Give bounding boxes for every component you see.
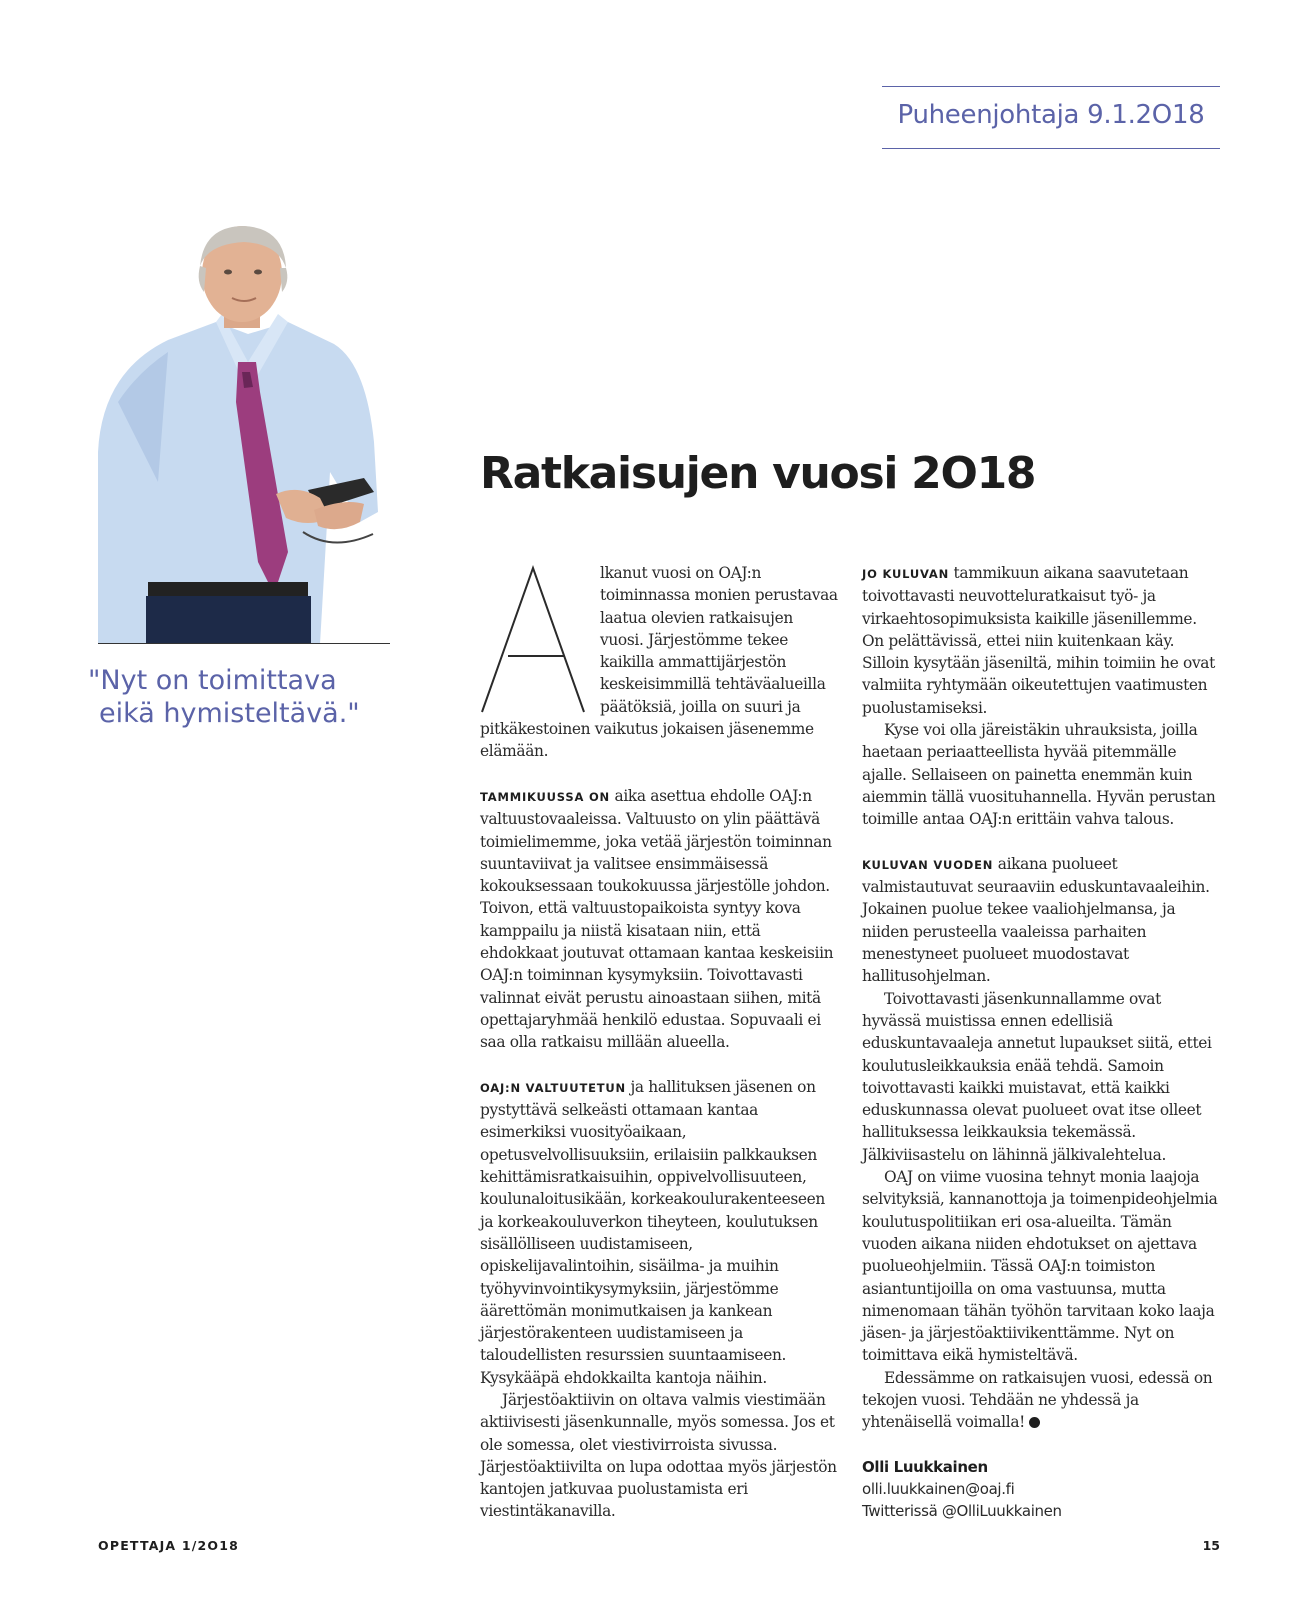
left-paragraph-3: Järjestöaktiivin on oltava valmis viestimään aktiivisesti jäsenkunnalle, myös somessa. Jos et ole somessa, olet viestivirroista sivussa. Järjestöaktiivilta on lupa odottaa myös järjestön kantojen jatkuvaa puolustamista eri viestintäkanavilla. <box>480 1390 837 1521</box>
left-paragraph-1 <box>480 785 840 1054</box>
section-label: Puheenjohtaja 9.1.2O18 <box>897 100 1205 130</box>
photo-rule <box>98 643 390 644</box>
article-column-right <box>862 562 1222 1522</box>
intro-text: lkanut vuosi on OAJ:n toiminnassa monien perustavaa laatua olevien ratkaisujen vuosi. Järjestömme tekee kaikilla ammattijärjestön keskeisimmillä tehtäväalueilla päätöksiä, joilla on suuri ja pitkäkestoinen vaikutus jokaisen jäsenemme elämään. <box>480 564 838 761</box>
section-rule-bottom <box>882 148 1220 149</box>
right-paragraph-1-text: tammikuun aikana saavutetaan toivottavasti neuvotteluratkaisut työ- ja virkaehtosopimuksista kaikille jäsenillemme. On pelättävissä, ettei niin kuitenkaan käy. Silloin kysytään jäseniltä, mihin toimiin he ovat valmiita ryhtymään oikeutettujen vaatimusten puolustamiseksi. <box>862 564 1215 717</box>
right-paragraph-6 <box>862 1367 1222 1434</box>
right-paragraph-3-lead: KULUVAN VUODEN <box>862 857 994 872</box>
right-paragraph-3 <box>862 853 1222 988</box>
left-paragraph-1-lead: TAMMIKUUSSA ON <box>480 789 610 804</box>
right-paragraph-1-lead: JO KULUVAN <box>862 567 950 581</box>
article-column-left <box>480 562 840 1523</box>
left-paragraph-2-text: ja hallituksen jäsenen on pystyttävä selkeästi ottamaan kantaa esimerkiksi vuosityöaikaan, opetusvelvollisuuksiin, erilaisiin palkkauksen kehittämisratkaisuihin, oppivelvollisuuteen, koulunaloitusikään, korkeakoulurakenteeseen ja korkeakouluverkon tiheyteen, koulutuksen sisällölliseen uudistamiseen, opiskelijavalintoihin, sisäilma- ja muihin työhyvinvointikysymyksiin, järjestömme äärettömän monimutkaisen ja kankean järjestörakenteen uudistamiseen ja taloudellisten resurssien suuntaamiseen. Kysykääpä ehdokkailta kantoja näihin. <box>480 1077 825 1387</box>
signature-email: olli.luukkainen@oaj.fi <box>862 1479 1015 1498</box>
left-paragraph-2 <box>480 1076 840 1389</box>
left-paragraph-2-lead: OAJ:N VALTUUTETUN <box>480 1080 626 1095</box>
pull-quote-line-1: "Nyt on toimittava <box>88 665 337 696</box>
footer-magazine: OPETTAJA 1/2O18 <box>98 1538 240 1553</box>
signature-twitter: Twitterissä @OlliLuukkainen <box>862 1502 1062 1521</box>
right-paragraph-6-text: Edessämme on ratkaisujen vuosi, edessä on tekojen vuosi. Tehdään ne yhdessä ja yhtenäisellä voimalla! <box>862 1368 1213 1432</box>
right-paragraph-3-text: aikana puolueet valmistautuvat seuraaviin eduskuntavaaleihin. Jokainen puolue tekee vaaliohjelmansa, ja niiden perusteella vaaleissa parhaiten menestyneet puolueet muodostavat hallitusohjelman. <box>862 854 1210 986</box>
left-paragraph-1-text: aika asettua ehdolle OAJ:n valtuustovaaleissa. Valtuusto on ylin päättävä toimielimemme, joka vetää järjestön toiminnan suuntaviivat ja valitsee ensimmäisessä kokouksessaan toukokuussa järjestölle johdon. Toivon, että valtuustopaikoista syntyy kova kamppailu ja niistä kisataan niin, että ehdokkaat joutuvat ottamaan kantaa keskeisiin OAJ:n toiminnan kysymyksiin. Toivottavasti valinnat eivät perustu ainoastaan siihen, mitä opettajaryhmää henkilö edustaa. Sopuvaali ei saa olla ratkaisu millään alueella. <box>480 786 834 1052</box>
pull-quote <box>88 664 388 730</box>
intro-paragraph <box>480 562 840 763</box>
headline: Ratkaisujen vuosi 2O18 <box>480 448 1036 499</box>
author-photo <box>98 222 390 644</box>
footer-page-number: 15 <box>1202 1538 1220 1553</box>
signature-name: Olli Luukkainen <box>862 1457 988 1476</box>
drop-cap <box>478 564 588 714</box>
right-paragraph-1 <box>862 562 1222 719</box>
right-paragraph-4: Toivottavasti jäsenkunnallamme ovat hyvässä muistissa ennen edellisiä eduskuntavaaleja annetut lupaukset siitä, ettei koulutusleikkauksia enää tehdä. Samoin toivottavasti kaikki muistavat, että kaikki eduskunnassa olevat puolueet ovat itse olleet hallituksessa leikkauksia tekemässä. Jälkiviisastelu on lähinnä jälkivalehtelua. <box>862 989 1212 1164</box>
section-rule-top <box>882 86 1220 87</box>
pull-quote-line-2: eikä hymisteltävä." <box>99 698 360 729</box>
right-paragraph-5: OAJ on viime vuosina tehnyt monia laajoja selvityksiä, kannanottoja ja toimenpideohjelmia koulutuspolitiikan eri osa-alueilta. Tämän vuoden aikana niiden ehdotukset on ajettava puolueohjelmiin. Tässä OAJ:n toimiston asiantuntijoilla on oma vastuunsa, mutta nimenomaan tähän työhön tarvitaan koko laaja jäsen- ja järjestöaktiivikenttämme. Nyt on toimittava eikä hymisteltävä. <box>862 1168 1218 1365</box>
right-paragraph-2: Kyse voi olla järeistäkin uhrauksista, joilla haetaan periaatteellista hyvää pitemmälle ajalle. Sellaiseen on painetta enemmän kuin aiemmin tällä vuosituhannella. Hyvän perustan toimille antaa OAJ:n erittäin vahva talous. <box>862 721 1216 829</box>
end-mark-icon <box>1029 1417 1040 1428</box>
